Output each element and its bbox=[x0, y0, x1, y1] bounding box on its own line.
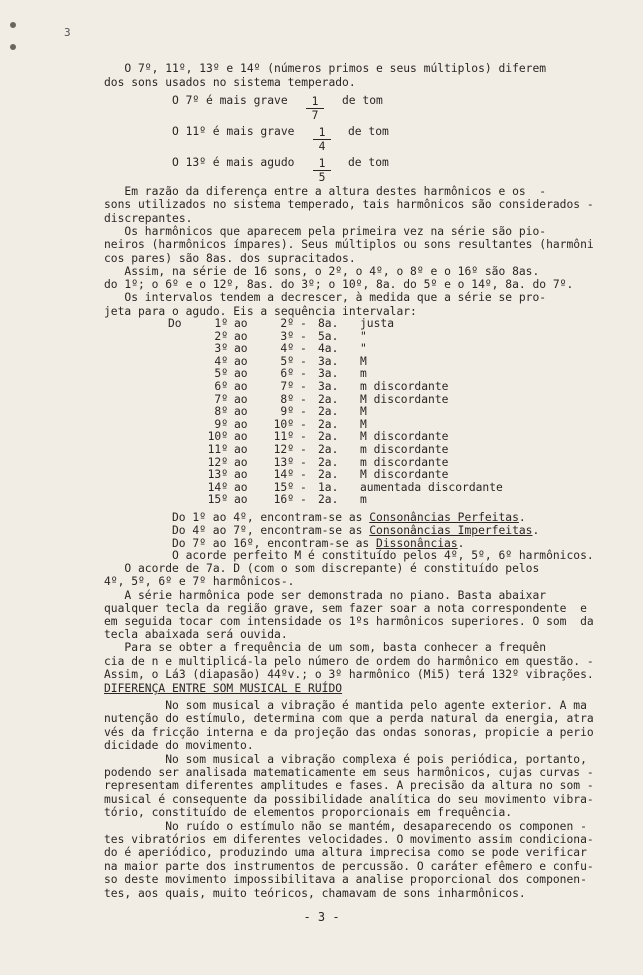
text-line: cia de n e multiplicá-la pelo número de ordem do harmônico em questão. - bbox=[104, 654, 594, 668]
interval-cell: 12º bbox=[273, 442, 294, 456]
consonance-term: Dissonâncias bbox=[376, 537, 458, 550]
interval-cell: 3a. bbox=[318, 379, 339, 393]
interval-cell bbox=[168, 444, 198, 457]
interval-cell: - bbox=[300, 392, 307, 406]
fraction bbox=[306, 95, 324, 122]
interval-cell: 2a. bbox=[318, 405, 339, 419]
interval-cell: 5º bbox=[280, 354, 294, 368]
interval-cell: 14º bbox=[207, 480, 228, 494]
interval-cell bbox=[168, 381, 198, 394]
text-line: em seguida tocar com intensidade os 1ºs harmônicos superiores. O som da bbox=[104, 615, 594, 628]
interval-cell: - bbox=[300, 354, 307, 368]
interval-cell: 2a. bbox=[318, 468, 339, 482]
text-line: Para se obter a frequência de um som, basta conhecer a frequên bbox=[104, 641, 547, 655]
numerator: 1 bbox=[306, 95, 324, 109]
interval-cell bbox=[168, 482, 198, 495]
interval-cell: 8a. bbox=[318, 317, 339, 330]
text-line: No som musical a vibração é mantida pelo agente exterior. A ma bbox=[104, 699, 587, 712]
interval-cell: M bbox=[360, 417, 367, 431]
interval-cell: 13º bbox=[207, 468, 228, 482]
interval-cell: 2a. bbox=[318, 442, 339, 456]
text-line: Os intervalos tendem a decrescer, à medida que a série se pro- bbox=[104, 291, 547, 305]
interval-cell: 2a. bbox=[318, 392, 339, 406]
interval-row bbox=[168, 406, 507, 419]
interval-cell: " bbox=[360, 329, 367, 343]
text-line: O acorde perfeito M é constituído pelos 4º, 5º, 6º harmônicos. bbox=[172, 549, 594, 562]
text-line: Os harmônicos que aparecem pela primeira vez na série são pio- bbox=[104, 224, 547, 238]
text-line: No ruído o estímulo não se mantém, desaparecendo os componen - bbox=[104, 819, 587, 833]
text-line: Assim, na série de 16 sons, o 2º, o 4º, o 8º e o 16º são 8as. bbox=[104, 264, 540, 278]
interval-cell: 14º bbox=[273, 468, 294, 482]
interval-cell: M discordante bbox=[360, 468, 449, 482]
text-line: vés da fricção interna e da projeção das ondas sonoras, propicie a perio bbox=[104, 725, 594, 739]
interval-cell bbox=[168, 406, 198, 419]
interval-cell: M discordante bbox=[360, 392, 449, 406]
interval-cell: 15º bbox=[207, 493, 228, 507]
interval-cell: 2a. bbox=[318, 493, 339, 507]
interval-cell: - bbox=[300, 417, 307, 431]
numerator: 1 bbox=[313, 126, 331, 140]
consonance-text: Do 1º ao 4º, encontram-se as bbox=[172, 511, 370, 524]
punch-hole bbox=[10, 44, 16, 50]
text-line: O 7º, 11º, 13º e 14º (números primos e seus múltiplos) diferem bbox=[104, 62, 547, 75]
interval-cell: - bbox=[300, 317, 307, 330]
corner-mark: 3 bbox=[64, 26, 71, 39]
consonance-text: Do 4º ao 7º, encontram-se as bbox=[172, 524, 370, 537]
text-line: Assim, o Lá3 (diapasão) 44ºv.; o 3º harmônico (Mi5) terá 132º vibrações. bbox=[104, 667, 594, 681]
interval-cell: 5º bbox=[214, 367, 228, 381]
interval-cell bbox=[168, 368, 198, 381]
interval-cell bbox=[168, 394, 198, 407]
fraction bbox=[313, 157, 331, 184]
consonance-line bbox=[172, 525, 643, 537]
text-line: dos sons usados no sistema temperado. bbox=[104, 75, 356, 89]
interval-cell: 9º bbox=[280, 405, 294, 419]
interval-cell bbox=[168, 494, 198, 507]
interval-row bbox=[168, 444, 507, 457]
text-line: do 1º; o 6º e o 12º, 8as. do 3º; o 10º, 8a. do 5º e o 14º, 8a. do 7º. bbox=[104, 278, 574, 292]
interval-cell: m bbox=[360, 367, 367, 381]
interval-cell: 3º bbox=[280, 329, 294, 343]
interval-cell: - bbox=[300, 468, 307, 482]
interval-cell: ao bbox=[234, 367, 248, 381]
interval-cell: m discordante bbox=[360, 455, 449, 469]
consonance-term: Consonâncias Imperfeitas bbox=[369, 524, 533, 537]
interval-cell: ao bbox=[234, 455, 248, 469]
fraction-label: O 11º é mais grave bbox=[172, 125, 295, 138]
punch-hole bbox=[10, 22, 16, 28]
consonance-text: Do 7º ao 16º, encontram-se as bbox=[172, 537, 377, 550]
interval-cell: ao bbox=[234, 405, 248, 419]
interval-cell: 4º bbox=[214, 354, 228, 368]
fraction bbox=[313, 126, 331, 153]
interval-cell: ao bbox=[234, 392, 248, 406]
interval-cell: 2a. bbox=[318, 455, 339, 469]
interval-cell: 1a. bbox=[318, 480, 339, 494]
interval-cell: ao bbox=[234, 493, 248, 507]
numerator: 1 bbox=[313, 157, 331, 171]
interval-cell: 8º bbox=[214, 405, 228, 419]
interval-cell: ao bbox=[234, 342, 248, 356]
text-line: tecla abaixada será ouvida. bbox=[104, 628, 288, 642]
interval-cell: 1º bbox=[214, 317, 228, 330]
interval-cell: 9º bbox=[214, 417, 228, 431]
interval-cell: m discordante bbox=[360, 442, 449, 456]
consonance-term: Consonâncias Perfeitas bbox=[369, 511, 519, 524]
text-line: O acorde de 7a. D (com o som discrepante) é constituído pelos bbox=[104, 562, 540, 576]
consonance-line bbox=[172, 512, 643, 524]
interval-cell bbox=[168, 331, 198, 344]
interval-cell: - bbox=[300, 342, 307, 356]
interval-cell: - bbox=[300, 430, 307, 444]
interval-cell: 2º bbox=[280, 317, 294, 330]
interval-cell: Do bbox=[168, 317, 182, 330]
interval-cell: m discordante bbox=[360, 379, 449, 393]
interval-cell: ao bbox=[234, 430, 248, 444]
denominator: 7 bbox=[311, 109, 319, 122]
text-line: cos pares) são 8as. dos supracitados. bbox=[104, 251, 356, 265]
interval-cell: justa bbox=[360, 317, 395, 330]
interval-cell: ao bbox=[234, 354, 248, 368]
interval-cell: 8º bbox=[280, 392, 294, 406]
interval-cell: M bbox=[360, 405, 367, 419]
fraction-label: O 13º é mais agudo bbox=[172, 156, 295, 169]
interval-cell bbox=[168, 343, 198, 356]
interval-cell: 11º bbox=[207, 442, 228, 456]
consonance-text: . bbox=[457, 537, 465, 550]
fraction-unit: de tom bbox=[348, 125, 389, 138]
interval-cell: ao bbox=[234, 417, 248, 431]
interval-cell: 16º bbox=[273, 493, 294, 507]
interval-cell: 11º bbox=[273, 430, 294, 444]
interval-cell: 6º bbox=[214, 379, 228, 393]
interval-cell: - bbox=[300, 480, 307, 494]
interval-cell: 10º bbox=[207, 430, 228, 444]
interval-cell bbox=[168, 419, 198, 432]
interval-cell bbox=[168, 431, 198, 444]
text-line: discrepantes. bbox=[104, 211, 193, 225]
text-line: Em razão da diferença entre a altura destes harmônicos e os - bbox=[104, 185, 547, 198]
interval-cell: 7º bbox=[280, 379, 294, 393]
text-line: tório, constituído de elementos proporcionais em frequência. bbox=[104, 806, 513, 820]
fraction-unit: de tom bbox=[342, 94, 383, 107]
text-line: representam diferentes amplitudes e fases. A precisão da altura no som - bbox=[104, 779, 594, 793]
interval-cell bbox=[168, 356, 198, 369]
text-line: podendo ser analisada matematicamente em seus harmônicos, cujas curvas - bbox=[104, 766, 594, 779]
interval-cell: 5a. bbox=[318, 329, 339, 343]
interval-row bbox=[168, 318, 507, 331]
fraction-label: O 7º é mais grave bbox=[172, 94, 288, 107]
interval-cell: 10º bbox=[273, 417, 294, 431]
interval-cell bbox=[168, 469, 198, 482]
interval-cell: - bbox=[300, 367, 307, 381]
interval-cell: 4º bbox=[280, 342, 294, 356]
interval-cell: M discordante bbox=[360, 430, 449, 444]
interval-cell: 7º bbox=[214, 392, 228, 406]
page-number: - 3 - bbox=[303, 910, 340, 924]
section-heading: DIFERENÇA ENTRE SOM MUSICAL E RUÍDO bbox=[104, 682, 343, 695]
interval-cell: - bbox=[300, 405, 307, 419]
interval-cell: ao bbox=[234, 317, 248, 330]
text-line: neiros (harmônicos ímpares). Seus múltiplos ou sons resultantes (harmôni bbox=[104, 238, 594, 252]
interval-cell: - bbox=[300, 379, 307, 393]
interval-row bbox=[168, 494, 507, 507]
denominator: 4 bbox=[318, 140, 326, 153]
text-line: tes vibratórios em diferentes velocidades. O movimento assim condiciona- bbox=[104, 833, 594, 846]
text-line: tes, aos quais, muito teóricos, chamavam de sons inharmônicos. bbox=[104, 886, 526, 900]
interval-cell: 2º bbox=[214, 329, 228, 343]
interval-row bbox=[168, 381, 507, 394]
text-line: nutenção do estímulo, determina com que a perda natural da energia, atra bbox=[104, 712, 594, 726]
interval-row bbox=[168, 343, 507, 356]
denominator: 5 bbox=[318, 171, 326, 184]
interval-cell: M bbox=[360, 354, 367, 368]
interval-cell: 2a. bbox=[318, 417, 339, 431]
text-line: musical é consequente da possibilidade analítica do seu movimento vibra- bbox=[104, 792, 594, 806]
interval-cell: ao bbox=[234, 329, 248, 343]
interval-cell: 3a. bbox=[318, 354, 339, 368]
interval-cell: ao bbox=[234, 480, 248, 494]
text-line: so deste movimento impossibilitava a analise proporcional dos componen- bbox=[104, 873, 587, 887]
interval-sequence-table bbox=[168, 318, 507, 507]
interval-cell: - bbox=[300, 455, 307, 469]
interval-cell: 4a. bbox=[318, 342, 339, 356]
text-line: No som musical a vibração complexa é pois periódica, portanto, bbox=[104, 752, 587, 766]
interval-cell: 3a. bbox=[318, 367, 339, 381]
interval-cell: " bbox=[360, 342, 367, 356]
consonance-text: . bbox=[532, 524, 540, 537]
interval-cell: ao bbox=[234, 468, 248, 482]
interval-cell: 15º bbox=[273, 480, 294, 494]
fraction-unit: de tom bbox=[348, 156, 389, 169]
text-line: sons utilizados no sistema temperado, tais harmônicos são considerados - bbox=[104, 198, 594, 212]
interval-cell: 3º bbox=[214, 342, 228, 356]
interval-cell: m bbox=[360, 493, 367, 507]
text-line: jeta para o agudo. Eis a sequência intervalar: bbox=[104, 304, 417, 318]
interval-cell: 2a. bbox=[318, 430, 339, 444]
interval-cell: - bbox=[300, 329, 307, 343]
interval-cell: 13º bbox=[273, 455, 294, 469]
interval-cell: ao bbox=[234, 379, 248, 393]
text-line: dicidade do movimento. bbox=[104, 739, 254, 753]
text-line: A série harmônica pode ser demonstrada no piano. Basta abaixar bbox=[104, 588, 547, 602]
interval-cell: ao bbox=[234, 442, 248, 456]
text-line: do é aperiódico, produzindo uma altura imprecisa como se pode verificar bbox=[104, 846, 587, 860]
text-line: 4º, 5º, 6º e 7º harmônicos-. bbox=[104, 575, 295, 589]
interval-cell: 12º bbox=[207, 455, 228, 469]
interval-cell: aumentada discordante bbox=[360, 480, 503, 494]
text-line: qualquer tecla da região grave, sem fazer soar a nota correspondente e bbox=[104, 601, 587, 615]
text-line: na maior parte dos instrumentos de percussão. O caráter efêmero e confu- bbox=[104, 859, 594, 873]
interval-cell: - bbox=[300, 493, 307, 507]
interval-cell: 6º bbox=[280, 367, 294, 381]
interval-cell bbox=[168, 457, 198, 470]
consonance-text: . bbox=[518, 511, 526, 524]
interval-row bbox=[168, 469, 507, 482]
interval-cell: - bbox=[300, 442, 307, 456]
